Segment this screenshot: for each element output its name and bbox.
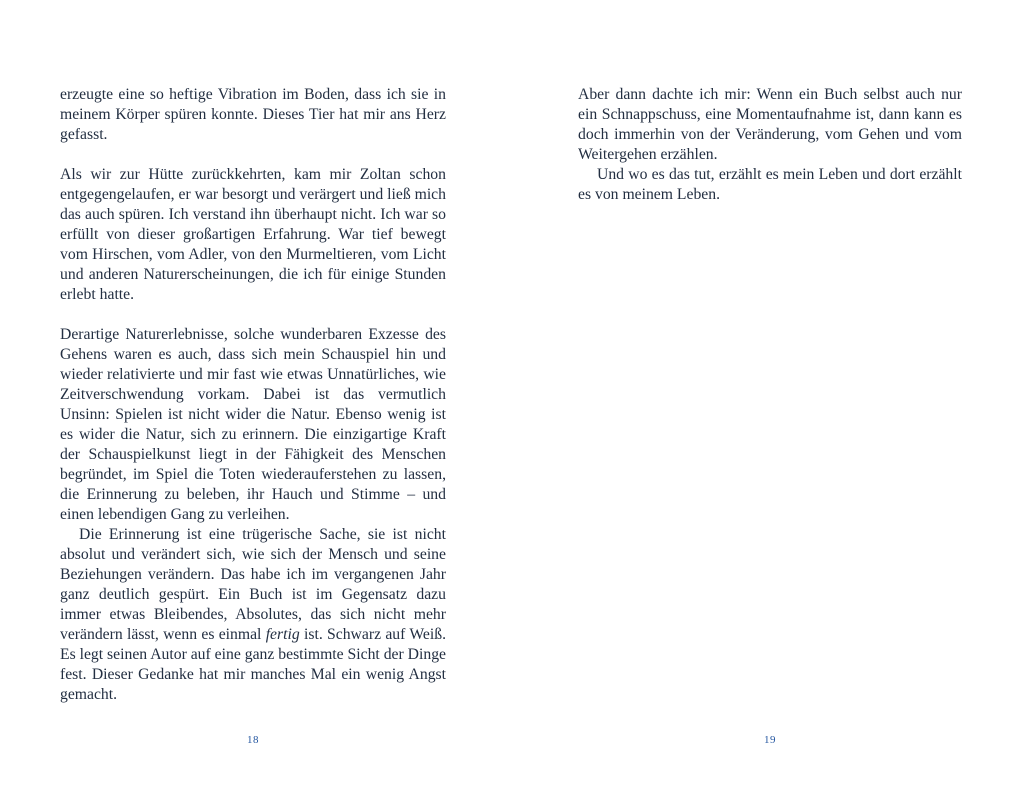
text-segment: Aber dann dachte ich mir: Wenn ein Buch selbst auch nur ein Schnappschuss, eine Momentaufnahme ist, dann kann es doch immerhin von der Veränderung, vom Gehen und vom Weitergehen erzählen.: [578, 86, 962, 163]
paragraph: [578, 165, 962, 205]
page-number-right: 19: [764, 734, 776, 746]
italic-text-segment: fertig: [265, 626, 300, 643]
paragraph: [60, 165, 446, 305]
page-right-text-block: [578, 85, 962, 205]
paragraph: [60, 325, 446, 525]
text-segment: ist. Schwarz auf Weiß. Es legt seinen Autor auf eine ganz bestimmte Sicht der Dinge fest. Dieser Gedanke hat mir manches Mal ein wenig Angst gemacht.: [60, 626, 446, 703]
text-segment: Als wir zur Hütte zurückkehrten, kam mir Zoltan schon entgegengelaufen, er war besorgt und verärgert und ließ mich das auch spüren. Ich verstand ihn überhaupt nicht. Ich war so erfüllt von dieser großartigen Erfahrung. War tief bewegt vom Hirschen, vom Adler, von den Murmeltieren, vom Licht und anderen Naturerscheinungen, die ich für einige Stunden erlebt hatte.: [60, 166, 446, 303]
text-segment: Derartige Naturerlebnisse, solche wunderbaren Exzesse des Gehens waren es auch, dass sich mein Schauspiel hin und wieder relativierte und mir fast wie etwas Unnatürliches, wie Zeitverschwendung vorkam. Dabei ist das vermutlich Unsinn: Spielen ist nicht wider die Natur. Ebenso wenig ist es wider die Natur, sich zu erinnern. Die einzigartige Kraft der Schauspielkunst liegt in der Fähigkeit des Menschen begründet, im Spiel die Toten wiederauferstehen zu lassen, die Erinnerung zu beleben, ihr Hauch und Stimme – und einen lebendigen Gang zu verleihen.: [60, 326, 446, 523]
text-segment: erzeugte eine so heftige Vibration im Boden, dass ich sie in meinem Körper spüren konnte. Dieses Tier hat mir ans Herz gefasst.: [60, 86, 446, 143]
text-segment: Und wo es das tut, erzählt es mein Leben und dort erzählt es von meinem Leben.: [578, 166, 962, 203]
text-segment: Die Erinnerung ist eine trügerische Sache, sie ist nicht absolut und verändert sich, wie sich der Mensch und seine Beziehungen verändern. Das habe ich im vergangenen Jahr ganz deutlich gespürt. Ein Buch ist im Gegensatz dazu immer etwas Bleibendes, Absolutes, das sich nicht mehr verändern lässt, wenn es einmal: [60, 526, 446, 643]
paragraph: [60, 85, 446, 145]
paragraph: [578, 85, 962, 165]
page-left-text-block: [60, 85, 446, 705]
paragraph: [60, 525, 446, 705]
page-number-left: 18: [247, 734, 259, 746]
